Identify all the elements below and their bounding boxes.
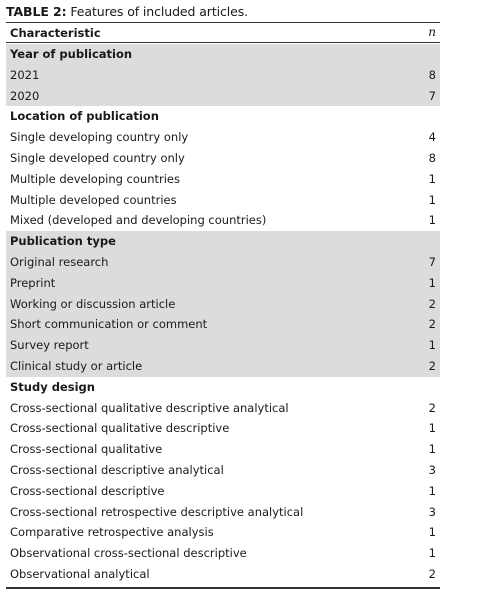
row-label: Single developed country only <box>10 150 185 165</box>
row-count: 8 <box>428 150 436 165</box>
row-label: Cross-sectional qualitative <box>10 442 163 457</box>
row-label: Observational analytical <box>10 566 150 581</box>
section-heading: Study design <box>10 379 95 394</box>
row-count: 1 <box>428 442 436 457</box>
row-label: Cross-sectional retrospective descriptive analytical <box>10 504 304 519</box>
header-n: n <box>428 25 436 39</box>
table-row <box>6 543 440 564</box>
table-header <box>6 24 440 42</box>
row-label: Cross-sectional descriptive <box>10 483 165 498</box>
table-row <box>6 564 440 585</box>
row-count: 3 <box>428 504 436 519</box>
caption-prefix: TABLE 2: <box>6 4 67 19</box>
row-count: 8 <box>428 67 436 82</box>
table-row <box>6 65 440 86</box>
row-count: 1 <box>428 171 436 186</box>
section-heading: Publication type <box>10 234 116 249</box>
row-count: 1 <box>428 192 436 207</box>
row-count: 4 <box>428 130 436 145</box>
table-row <box>6 314 440 335</box>
table-row <box>6 190 440 211</box>
table-row <box>6 356 440 377</box>
row-label: Cross-sectional qualitative descriptive analytical <box>10 400 289 415</box>
table-row <box>6 273 440 294</box>
row-count: 2 <box>428 317 436 332</box>
header-rule <box>6 42 440 43</box>
table-row <box>6 210 440 231</box>
row-label: 2021 <box>10 67 40 82</box>
row-label: Single developing country only <box>10 130 189 145</box>
row-count: 3 <box>428 462 436 477</box>
row-count: 2 <box>428 400 436 415</box>
row-count: 1 <box>428 483 436 498</box>
row-label: Observational cross-sectional descriptive <box>10 546 247 561</box>
table-row <box>6 522 440 543</box>
row-count: 1 <box>428 338 436 353</box>
row-label: 2020 <box>10 88 40 103</box>
section-heading-row <box>6 44 440 65</box>
section-heading-row <box>6 106 440 127</box>
row-count: 7 <box>428 88 436 103</box>
row-count: 2 <box>428 358 436 373</box>
row-count: 1 <box>428 213 436 228</box>
row-label: Working or discussion article <box>10 296 176 311</box>
caption-text: Features of included articles. <box>66 4 249 19</box>
row-count: 2 <box>428 566 436 581</box>
row-label: Cross-sectional descriptive analytical <box>10 462 224 477</box>
row-label: Comparative retrospective analysis <box>10 525 214 540</box>
row-label: Multiple developing countries <box>10 171 180 186</box>
table-caption <box>6 4 248 19</box>
table-row <box>6 148 440 169</box>
row-count: 7 <box>428 254 436 269</box>
table-row <box>6 294 440 315</box>
row-count: 1 <box>428 275 436 290</box>
row-label: Multiple developed countries <box>10 192 177 207</box>
table-row <box>6 418 440 439</box>
bottom-rule <box>6 587 440 589</box>
table-row <box>6 398 440 419</box>
row-label: Mixed (developed and developing countries) <box>10 213 267 228</box>
top-rule <box>6 22 440 23</box>
row-count: 1 <box>428 546 436 561</box>
row-label: Clinical study or article <box>10 358 143 373</box>
row-label: Short communication or comment <box>10 317 208 332</box>
row-label: Survey report <box>10 338 89 353</box>
table-row <box>6 252 440 273</box>
table-row <box>6 169 440 190</box>
table-row <box>6 460 440 481</box>
row-label: Cross-sectional qualitative descriptive <box>10 421 230 436</box>
section-heading-row <box>6 377 440 398</box>
table-row <box>6 127 440 148</box>
row-label: Preprint <box>10 275 56 290</box>
row-count: 1 <box>428 525 436 540</box>
header-characteristic: Characteristic <box>10 26 101 40</box>
table-row <box>6 335 440 356</box>
row-count: 1 <box>428 421 436 436</box>
table-row <box>6 86 440 107</box>
table-body <box>6 44 440 585</box>
section-heading: Location of publication <box>10 109 159 124</box>
table-row <box>6 481 440 502</box>
row-label: Original research <box>10 254 109 269</box>
table-row <box>6 439 440 460</box>
section-heading: Year of publication <box>10 47 133 61</box>
section-heading-row <box>6 231 440 252</box>
row-count: 2 <box>428 296 436 311</box>
table-row <box>6 502 440 523</box>
